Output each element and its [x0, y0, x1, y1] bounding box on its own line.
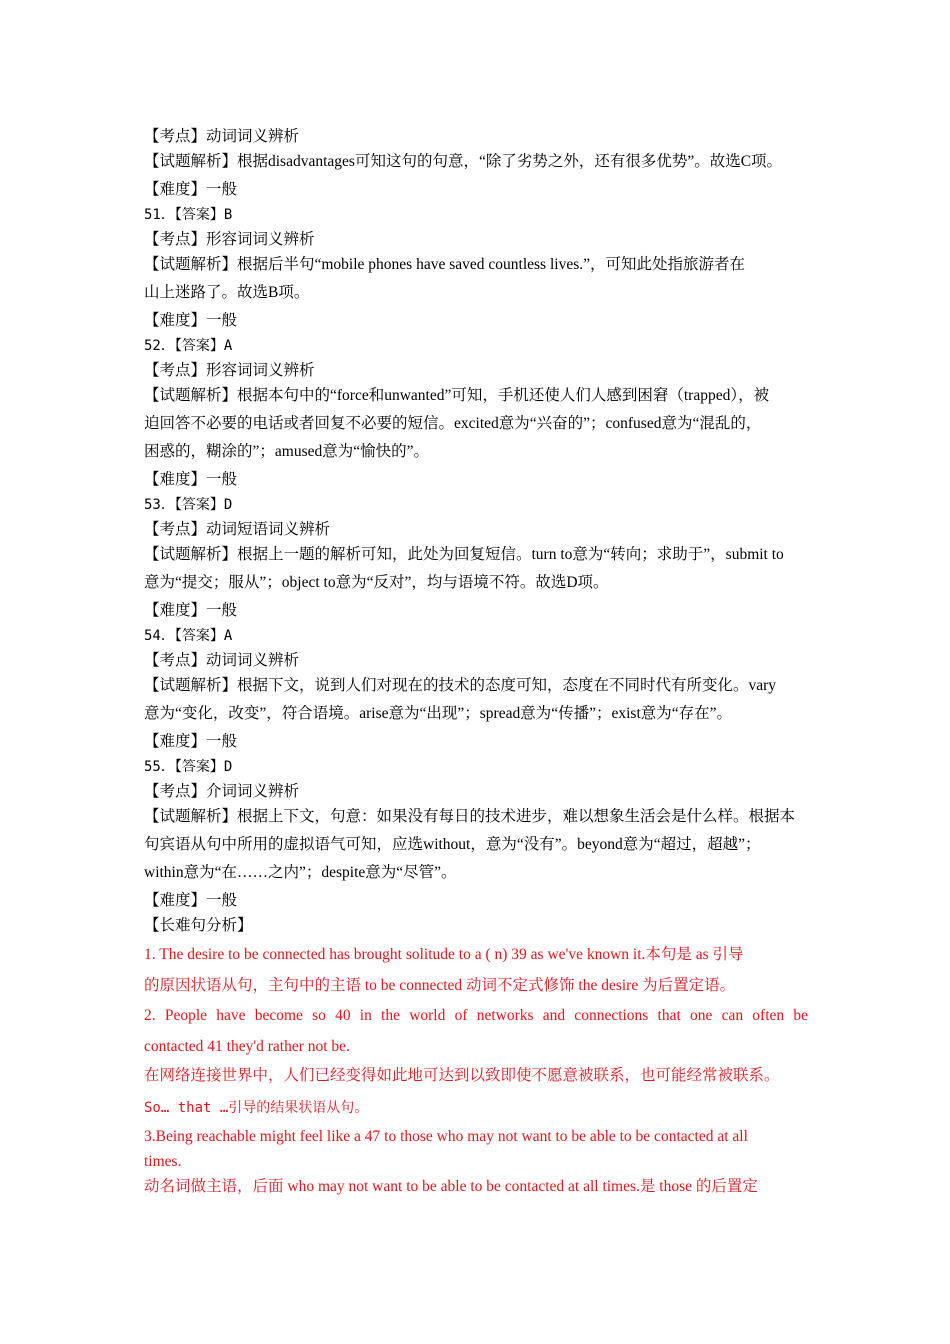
text-line: 意为“变化，改变”，符合语境。arise意为“出现”；spread意为“传播”；exist意为“存在”。 — [144, 705, 733, 722]
text-line: 【考点】介词词义辨析 — [144, 783, 300, 800]
text-line: 【考点】形容词词义辨析 — [144, 362, 315, 379]
sentence-analysis-line: 3.Being reachable might feel like a 47 to those who may not want to be able to be contacted at all — [144, 1128, 748, 1145]
answer-line: 53．【答案】D — [144, 497, 233, 513]
answer-line: 51．【答案】B — [144, 207, 233, 223]
text-line: 山上迷路了。故选B项。 — [144, 284, 310, 301]
sentence-analysis-line: contacted 41 they'd rather not be. — [144, 1038, 350, 1055]
text-line: 句宾语从句中所用的虚拟语气可知，应选without，意为“没有”。beyond意为“超过，超越”； — [144, 836, 761, 853]
text-line: 【难度】一般 — [144, 471, 238, 488]
sentence-analysis-line: 在网络连接世界中，人们已经变得如此地可达到以致即使不愿意被联系，也可能经常被联系。 — [144, 1067, 780, 1084]
text-line: 困惑的，糊涂的”；amused意为“愉快的”。 — [144, 443, 429, 460]
text-line: 【考点】动词词义辨析 — [144, 128, 300, 145]
text-line: 【难度】一般 — [144, 892, 238, 909]
text-line: 【考点】形容词词义辨析 — [144, 231, 315, 248]
text-line: 【试题解析】根据后半句“mobile phones have saved countless lives.”，可知此处指旅游者在 — [144, 256, 745, 273]
sentence-analysis-line: 1. The desire to be connected has brought solitude to a ( n) 39 as we've known it.本句是 as 引导 — [144, 946, 744, 963]
text-line: 【难度】一般 — [144, 733, 238, 750]
text-line: 【长难句分析】 — [144, 917, 253, 934]
sentence-analysis-line: 动名词做主语，后面 who may not want to be able to be contacted at all times.是 those 的后置定 — [144, 1178, 758, 1195]
text-line: 【难度】一般 — [144, 312, 238, 329]
text-line: 【考点】动词短语词义辨析 — [144, 521, 331, 538]
text-line: 【试题解析】根据下文，说到人们对现在的技术的态度可知，态度在不同时代有所变化。vary — [144, 677, 777, 694]
text-line: 【试题解析】根据本句中的“force和unwanted”可知，手机还使人们人感到困窘（trapped），被 — [144, 387, 770, 404]
sentence-analysis-line: So… that …引导的结果状语从句。 — [144, 1100, 369, 1116]
text-line: 【难度】一般 — [144, 181, 238, 198]
text-line: within意为“在……之内”；despite意为“尽管”。 — [144, 864, 457, 881]
text-line: 意为“提交；服从”；object to意为“反对”，均与语境不符。故选D项。 — [144, 574, 609, 591]
text-line: 【试题解析】根据上一题的解析可知，此处为回复短信。turn to意为“转向；求助于”，submit to — [144, 546, 784, 563]
text-line: 【考点】动词词义辨析 — [144, 652, 300, 669]
text-line: 【试题解析】根据disadvantages可知这句的句意，“除了劣势之外，还有很多优势”。故选C项。 — [144, 153, 783, 170]
answer-line: 54．【答案】A — [144, 628, 233, 644]
sentence-analysis-line: 的原因状语从句，主句中的主语 to be connected 动词不定式修饰 the desire 为后置定语。 — [144, 977, 736, 994]
text-line: 【难度】一般 — [144, 602, 238, 619]
sentence-analysis-line: 2. People have become so 40 in the world of networks and connections that one can often be — [144, 1007, 808, 1024]
text-line: 【试题解析】根据上下文，句意：如果没有每日的技术进步，难以想象生活会是什么样。根据本 — [144, 808, 796, 825]
answer-line: 52．【答案】A — [144, 338, 233, 354]
text-line: 迫回答不必要的电话或者回复不必要的短信。excited意为“兴奋的”；confused意为“混乱的， — [144, 415, 762, 432]
sentence-analysis-line: times. — [144, 1153, 182, 1170]
answer-line: 55．【答案】D — [144, 759, 233, 775]
